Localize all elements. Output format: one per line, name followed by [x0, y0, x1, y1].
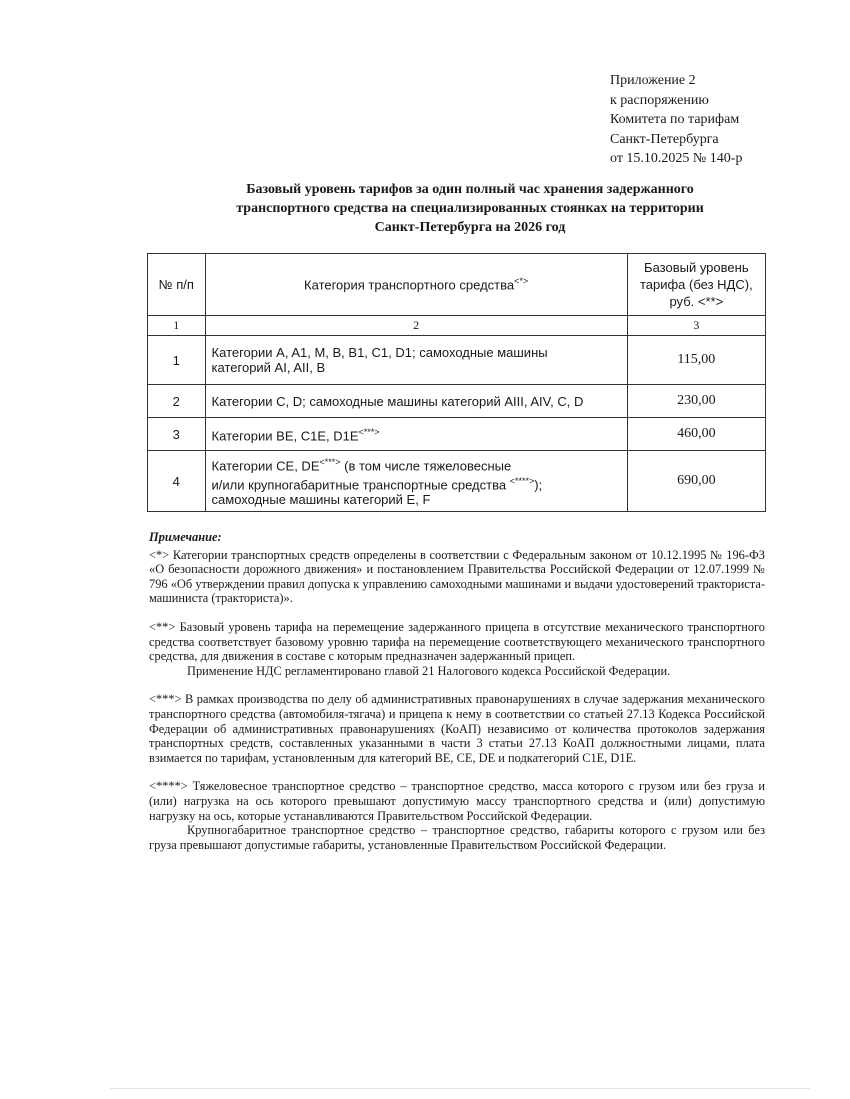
- category-text: );: [534, 476, 543, 492]
- footnote-marker: <*>: [514, 276, 529, 287]
- column-number-row: [148, 316, 766, 336]
- note-paragraph: <****> Тяжеловесное транспортное средство – транспортное средство, масса которого с грузом или без груза и (или) нагрузка на ось которого превышают допустимую массу транспортного средства и (или) допустимую нагрузку на ось, которые устанавливаются Правительством Российской Федерации.: [149, 779, 765, 823]
- appendix-line: Санкт-Петербурга: [610, 131, 719, 147]
- row-category: Категории C, D; самоходные машины категорий AIII, AIV, C, D: [205, 385, 627, 418]
- category-text: (в том числе тяжеловесные: [340, 458, 512, 474]
- category-text: Категории BE, C1E, D1E: [211, 428, 359, 444]
- title-line: Санкт-Петербурга на 2026 год: [374, 220, 566, 235]
- row-category: [205, 451, 627, 512]
- category-line: категорий AI, AII, B: [211, 360, 326, 375]
- table-row: [148, 385, 766, 418]
- note-paragraph: Крупногабаритное транспортное средство – транспортное средство, габариты которого с грузом или без груза превышают допустимые габариты, установленные Правительством Российской Федерации.: [149, 823, 765, 852]
- note-paragraph: Применение НДС регламентировано главой 21 Налогового кодекса Российской Федерации.: [187, 663, 671, 678]
- header-number: № п/п: [148, 254, 206, 316]
- category-text: Категории CE, DE: [211, 458, 320, 474]
- notes-heading: Примечание:: [149, 530, 222, 544]
- column-number: 2: [205, 316, 627, 336]
- column-number: 3: [627, 316, 765, 336]
- row-number: 4: [148, 451, 206, 512]
- note-paragraph: <*> Категории транспортных средств определены в соответствии с Федеральным законом от 10.12.1995 № 196-ФЗ «О безопасности дорожного движения» и постановлением Правительства Российской Федерации от 12.07.1999 № 796 «Об утверждении правил допуска к управлению самоходными машинами и выдачи удостоверений тракториста-машиниста (тракториста)».: [149, 547, 765, 606]
- row-price: 230,00: [627, 385, 765, 418]
- header-category-label: Категория транспортного средства: [304, 277, 515, 293]
- row-category: [205, 418, 627, 451]
- footnote-marker: <***>: [319, 457, 341, 468]
- appendix-line: Приложение 2: [610, 73, 696, 88]
- row-category: [205, 336, 627, 385]
- category-line: [212, 455, 621, 473]
- footnote-marker: <****>: [509, 475, 535, 486]
- row-price: 115,00: [627, 336, 765, 385]
- category-text: и/или крупногабаритные транспортные средства: [211, 476, 510, 492]
- footnote-marker: <***>: [358, 426, 380, 437]
- table-row: [148, 336, 766, 385]
- row-price: 460,00: [627, 418, 765, 451]
- note-paragraph: <**> Базовый уровень тарифа на перемещение задержанного прицепа в отсутствие механического транспортного средства соответствует базовому уровню тарифа на перемещение соответствующего механического транспортного средства, для движения в составе с которым предназначен задержанный прицеп.: [149, 619, 765, 664]
- header-tariff: Базовый уровень тарифа (без НДС), руб. <**>: [627, 254, 765, 316]
- row-number: 2: [148, 385, 206, 418]
- column-number: 1: [148, 316, 206, 336]
- row-number: 3: [148, 418, 206, 451]
- appendix-line: от 15.10.2025 № 140-р: [610, 151, 743, 166]
- row-number: 1: [148, 336, 206, 385]
- appendix-reference: [610, 71, 810, 169]
- page-bottom-rule: [110, 1088, 810, 1089]
- header-category: [205, 254, 627, 316]
- appendix-line: Комитета по тарифам: [610, 112, 740, 127]
- title-line: транспортного средства на специализированных стоянках на территории: [236, 201, 704, 216]
- notes-section: [149, 530, 765, 852]
- table-row: [148, 418, 766, 451]
- category-line: самоходные машины категорий E, F: [211, 491, 431, 507]
- document-title: [150, 180, 790, 237]
- note-paragraph: <***> В рамках производства по делу об административных правонарушениях в случае задержания механического транспортного средства (автомобиля-тягача) и прицепа к нему в соответствии со статьей 27.13 Кодекса Российской Федерации об административных правонарушениях (КоАП) независимо от количества протоколов задержания транспортных средств, составленных указанными в части 3 статьи 27.13 КоАП должностными лицами, плата взимается по тарифам, установленным для категорий BE, CE, DE и подкатегорий C1E, D1E.: [149, 692, 765, 765]
- table-row: [148, 451, 766, 512]
- appendix-line: к распоряжению: [610, 92, 709, 108]
- category-line: Категории A, A1, M, B, B1, C1, D1; самоходные машины: [211, 345, 548, 360]
- title-line: Базовый уровень тарифов за один полный час хранения задержанного: [246, 182, 694, 197]
- tariff-table: [147, 253, 766, 512]
- row-price: 690,00: [627, 451, 765, 512]
- table-header-row: [148, 254, 766, 316]
- category-line: [212, 474, 621, 492]
